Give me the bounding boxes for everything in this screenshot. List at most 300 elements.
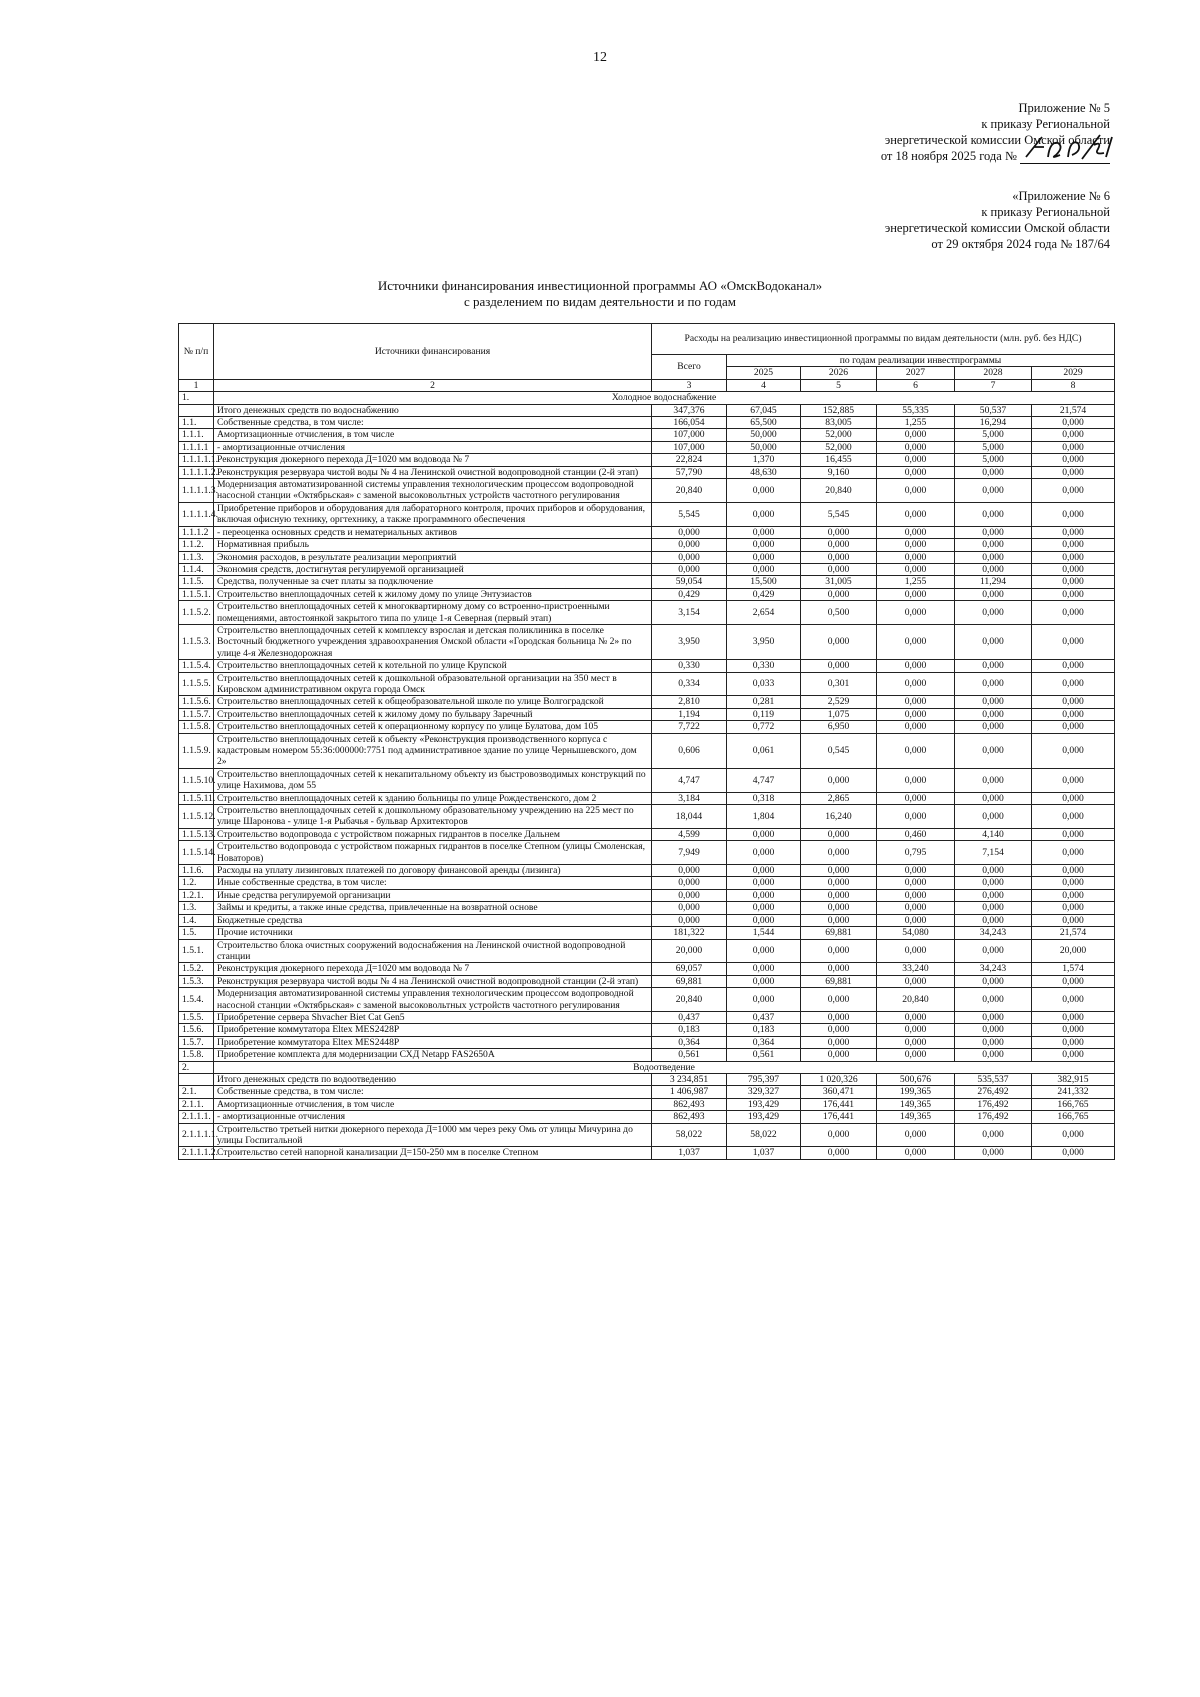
- row-total-value: 3 234,851: [652, 1073, 727, 1085]
- row-year-value: 0,000: [801, 939, 877, 963]
- table-row: [179, 939, 1115, 963]
- row-total-value: 0,364: [652, 1036, 727, 1048]
- row-year-value: 0,000: [727, 914, 801, 926]
- row-year-value: 0,000: [1032, 865, 1115, 877]
- row-year-value: 0,000: [955, 1036, 1032, 1048]
- row-total-value: 862,493: [652, 1111, 727, 1123]
- row-year-value: 0,000: [1032, 466, 1115, 478]
- row-year-value: 0,000: [877, 454, 955, 466]
- row-year-value: 0,000: [955, 1123, 1032, 1147]
- row-total-value: 0,000: [652, 526, 727, 538]
- table-row: [179, 454, 1115, 466]
- row-year-value: 0,000: [727, 988, 801, 1012]
- financing-table: [178, 323, 1115, 1160]
- row-total-value: 7,949: [652, 841, 727, 865]
- row-year-value: 0,000: [1032, 454, 1115, 466]
- row-year-value: 0,000: [1032, 1147, 1115, 1159]
- row-year-value: 20,840: [877, 988, 955, 1012]
- row-num: 1.1.5.4.: [179, 660, 214, 672]
- row-year-value: 20,000: [1032, 939, 1115, 963]
- row-num: 1.2.1.: [179, 889, 214, 901]
- row-total-value: 0,183: [652, 1024, 727, 1036]
- table-row: [179, 927, 1115, 939]
- row-source-name: Итого денежных средств по водоснабжению: [214, 404, 652, 416]
- row-year-value: 176,441: [801, 1111, 877, 1123]
- header-source: Источники финансирования: [214, 324, 652, 380]
- row-source-name: Строительство внеплощадочных сетей к жилому дому по улице Энтузиастов: [214, 588, 652, 600]
- row-source-name: Прочие источники: [214, 927, 652, 939]
- table-row: [179, 1086, 1115, 1098]
- table-row: [179, 805, 1115, 829]
- row-total-value: 181,322: [652, 927, 727, 939]
- col-number: 5: [801, 379, 877, 391]
- row-year-value: 0,437: [727, 1011, 801, 1023]
- row-total-value: 57,790: [652, 466, 727, 478]
- row-year-value: 0,000: [877, 792, 955, 804]
- row-year-value: 0,000: [727, 841, 801, 865]
- row-year-value: 0,000: [727, 539, 801, 551]
- col-number: 8: [1032, 379, 1115, 391]
- row-year-value: 149,365: [877, 1098, 955, 1110]
- row-source-name: - амортизационные отчисления: [214, 1111, 652, 1123]
- row-year-value: 0,000: [877, 563, 955, 575]
- row-year-value: 166,765: [1032, 1111, 1115, 1123]
- row-year-value: 0,000: [877, 1024, 955, 1036]
- row-year-value: 0,364: [727, 1036, 801, 1048]
- row-num: 1.1.3.: [179, 551, 214, 563]
- row-year-value: 33,240: [877, 963, 955, 975]
- row-year-value: 0,000: [877, 768, 955, 792]
- table-row: [179, 417, 1115, 429]
- row-year-value: 0,000: [877, 889, 955, 901]
- table-row: [179, 624, 1115, 659]
- row-year-value: 0,000: [727, 889, 801, 901]
- row-source-name: Приобретение сервера Shvacher Biet Cat Gen5: [214, 1011, 652, 1023]
- table-row: [179, 1049, 1115, 1061]
- row-year-value: 199,365: [877, 1086, 955, 1098]
- row-year-value: 0,000: [877, 733, 955, 768]
- row-year-value: 67,045: [727, 404, 801, 416]
- row-num: 1.1.1.: [179, 429, 214, 441]
- row-year-value: 1,544: [727, 927, 801, 939]
- row-year-value: 0,000: [1032, 624, 1115, 659]
- row-total-value: 2,810: [652, 696, 727, 708]
- row-year-value: 0,000: [955, 877, 1032, 889]
- row-year-value: 0,000: [955, 672, 1032, 696]
- row-year-value: 0,000: [801, 551, 877, 563]
- row-num: 1.1.5.2.: [179, 601, 214, 625]
- header-expenses: Расходы на реализацию инвестиционной программы по видам деятельности (млн. руб. без НДС): [652, 324, 1115, 355]
- row-year-value: 0,000: [801, 988, 877, 1012]
- row-year-value: 0,000: [877, 502, 955, 526]
- row-total-value: 0,429: [652, 588, 727, 600]
- row-source-name: Реконструкция резервуара чистой воды № 4 на Ленинской очистной водопроводной станции (2-й этап): [214, 975, 652, 987]
- row-year-value: 0,000: [1032, 1123, 1115, 1147]
- row-year-value: 0,000: [727, 828, 801, 840]
- header-year: 2026: [801, 367, 877, 379]
- table-row: [179, 404, 1115, 416]
- appendix-current-line4: от 18 ноября 2025 года №: [880, 149, 1017, 163]
- document-title-line2: с разделением по видам деятельности и по годам: [464, 294, 736, 309]
- row-year-value: 0,000: [727, 939, 801, 963]
- table-row: [179, 588, 1115, 600]
- row-year-value: 0,000: [955, 975, 1032, 987]
- row-year-value: 52,000: [801, 429, 877, 441]
- row-total-value: 0,606: [652, 733, 727, 768]
- row-num: 1.1.5.6.: [179, 696, 214, 708]
- row-source-name: Строительство блока очистных сооружений водоснабжения на Ленинской очистной водопроводной станции: [214, 939, 652, 963]
- row-year-value: 0,000: [727, 877, 801, 889]
- row-source-name: Собственные средства, в том числе:: [214, 1086, 652, 1098]
- row-year-value: 0,000: [801, 877, 877, 889]
- row-num: [179, 1073, 214, 1085]
- row-total-value: 107,000: [652, 441, 727, 453]
- row-year-value: 50,000: [727, 429, 801, 441]
- row-year-value: 0,000: [801, 526, 877, 538]
- header-year: 2028: [955, 367, 1032, 379]
- row-source-name: Приобретение коммутатора Eltex MES2428P: [214, 1024, 652, 1036]
- row-year-value: 152,885: [801, 404, 877, 416]
- row-year-value: 1,075: [801, 708, 877, 720]
- row-year-value: 0,000: [877, 466, 955, 478]
- row-year-value: 0,000: [1032, 551, 1115, 563]
- row-year-value: 0,000: [955, 721, 1032, 733]
- row-year-value: 0,000: [801, 828, 877, 840]
- row-year-value: 0,000: [877, 708, 955, 720]
- table-row: [179, 526, 1115, 538]
- row-num: 1.5.3.: [179, 975, 214, 987]
- row-total-value: 4,599: [652, 828, 727, 840]
- row-year-value: 0,000: [877, 526, 955, 538]
- section-row: [179, 1061, 1115, 1073]
- table-row: [179, 563, 1115, 575]
- row-year-value: 48,630: [727, 466, 801, 478]
- row-year-value: 0,000: [1032, 429, 1115, 441]
- row-num: 2.1.: [179, 1086, 214, 1098]
- table-row: [179, 696, 1115, 708]
- col-number: 7: [955, 379, 1032, 391]
- row-year-value: 193,429: [727, 1098, 801, 1110]
- row-total-value: 0,561: [652, 1049, 727, 1061]
- appendix-current-line2: к приказу Региональной: [981, 117, 1110, 131]
- header-year: 2025: [727, 367, 801, 379]
- row-total-value: 58,022: [652, 1123, 727, 1147]
- row-year-value: 0,460: [877, 828, 955, 840]
- row-year-value: 0,000: [877, 479, 955, 503]
- row-year-value: 0,061: [727, 733, 801, 768]
- row-year-value: 58,022: [727, 1123, 801, 1147]
- row-num: 1.3.: [179, 902, 214, 914]
- row-year-value: 0,000: [1032, 1036, 1115, 1048]
- row-total-value: 3,154: [652, 601, 727, 625]
- table-row: [179, 768, 1115, 792]
- col-number: 2: [214, 379, 652, 391]
- row-year-value: 0,000: [1032, 479, 1115, 503]
- row-year-value: 0,000: [877, 672, 955, 696]
- appendix-current: [881, 100, 1110, 164]
- row-year-value: 0,000: [801, 1011, 877, 1023]
- row-year-value: 54,080: [877, 927, 955, 939]
- row-year-value: 0,000: [877, 975, 955, 987]
- row-total-value: 20,000: [652, 939, 727, 963]
- row-num: 1.1.1.1.3.: [179, 479, 214, 503]
- row-year-value: 1,255: [877, 576, 955, 588]
- row-num: 2.1.1.1.2.: [179, 1147, 214, 1159]
- row-year-value: 0,000: [1032, 563, 1115, 575]
- row-source-name: Строительство третьей нитки дюкерного перехода Д=1000 мм через реку Омь от улицы Мичурина до улицы Госпитальной: [214, 1123, 652, 1147]
- row-year-value: 69,881: [801, 975, 877, 987]
- row-num: 1.1.1.1.2.: [179, 466, 214, 478]
- row-year-value: 0,000: [1032, 1011, 1115, 1023]
- row-year-value: 16,455: [801, 454, 877, 466]
- row-year-value: 0,000: [955, 889, 1032, 901]
- row-year-value: 1,804: [727, 805, 801, 829]
- row-year-value: 52,000: [801, 441, 877, 453]
- row-source-name: Собственные средства, в том числе:: [214, 417, 652, 429]
- row-year-value: 0,000: [1032, 805, 1115, 829]
- row-year-value: 360,471: [801, 1086, 877, 1098]
- row-total-value: 1,037: [652, 1147, 727, 1159]
- row-year-value: 5,000: [955, 441, 1032, 453]
- row-num: 1.5.: [179, 927, 214, 939]
- row-year-value: 83,005: [801, 417, 877, 429]
- row-num: 1.1.5.3.: [179, 624, 214, 659]
- row-year-value: 0,000: [877, 805, 955, 829]
- row-num: 1.5.7.: [179, 1036, 214, 1048]
- row-total-value: 0,000: [652, 563, 727, 575]
- row-source-name: Иные средства регулируемой организации: [214, 889, 652, 901]
- row-year-value: 0,000: [727, 865, 801, 877]
- row-year-value: 0,281: [727, 696, 801, 708]
- appendix-current-line1: Приложение № 5: [1018, 101, 1110, 115]
- row-num: 1.1.5.8.: [179, 721, 214, 733]
- document-title-line1: Источники финансирования инвестиционной программы АО «ОмскВодоканал»: [377, 278, 823, 293]
- row-source-name: Строительство внеплощадочных сетей к жилому дому по бульвару Заречный: [214, 708, 652, 720]
- row-year-value: 0,000: [1032, 877, 1115, 889]
- table-row: [179, 672, 1115, 696]
- table-row: [179, 865, 1115, 877]
- row-total-value: 5,545: [652, 502, 727, 526]
- row-source-name: Реконструкция резервуара чистой воды № 4 на Ленинской очистной водопроводной станции (2-й этап): [214, 466, 652, 478]
- table-row: [179, 502, 1115, 526]
- row-year-value: 5,545: [801, 502, 877, 526]
- row-year-value: 0,000: [877, 1049, 955, 1061]
- row-num: 1.5.2.: [179, 963, 214, 975]
- table-row: [179, 601, 1115, 625]
- row-source-name: Строительство водопровода с устройством пожарных гидрантов в поселке Дальнем: [214, 828, 652, 840]
- row-year-value: 6,950: [801, 721, 877, 733]
- row-total-value: 0,000: [652, 914, 727, 926]
- table-row: [179, 1147, 1115, 1159]
- row-source-name: Амортизационные отчисления, в том числе: [214, 1098, 652, 1110]
- row-source-name: Строительство внеплощадочных сетей к многоквартирному дому со встроенно-пристроенными помещениями, автостоянкой закрытого типа по улице 1-я Северная (первый этап): [214, 601, 652, 625]
- row-year-value: 0,000: [1032, 660, 1115, 672]
- row-year-value: 0,000: [877, 601, 955, 625]
- row-total-value: 0,330: [652, 660, 727, 672]
- row-source-name: Модернизация автоматизированной системы управления технологическим процессом водопроводной насосной станции «Октябрьская» с заменой высоковольтных устройств частотного регулирования: [214, 988, 652, 1012]
- row-year-value: 16,240: [801, 805, 877, 829]
- row-source-name: Строительство внеплощадочных сетей к операционному корпусу по улице Булатова, дом 105: [214, 721, 652, 733]
- row-year-value: 0,000: [801, 563, 877, 575]
- row-year-value: 0,000: [955, 1024, 1032, 1036]
- row-year-value: 241,332: [1032, 1086, 1115, 1098]
- row-year-value: 0,000: [801, 963, 877, 975]
- page-number: 12: [593, 50, 607, 65]
- row-year-value: 0,000: [877, 877, 955, 889]
- row-year-value: 0,033: [727, 672, 801, 696]
- row-num: 1.1.5.: [179, 576, 214, 588]
- row-total-value: 22,824: [652, 454, 727, 466]
- handwriting-signature-icon: [1020, 133, 1115, 163]
- row-source-name: Строительство внеплощадочных сетей к общеобразовательной школе по улице Волгоградской: [214, 696, 652, 708]
- row-year-value: 0,000: [1032, 601, 1115, 625]
- row-year-value: 0,000: [877, 1036, 955, 1048]
- row-source-name: Приобретение комплекта для модернизации СХД Netapp FAS2650A: [214, 1049, 652, 1061]
- row-num: 1.1.1.1.4.: [179, 502, 214, 526]
- row-total-value: 4,747: [652, 768, 727, 792]
- row-year-value: 149,365: [877, 1111, 955, 1123]
- table-row: [179, 441, 1115, 453]
- row-num: 2.1.1.: [179, 1098, 214, 1110]
- row-year-value: 2,654: [727, 601, 801, 625]
- row-num: 1.1.: [179, 417, 214, 429]
- header-year: 2027: [877, 367, 955, 379]
- row-year-value: 0,000: [955, 708, 1032, 720]
- row-total-value: 7,722: [652, 721, 727, 733]
- row-year-value: 276,492: [955, 1086, 1032, 1098]
- row-num: 1.2.: [179, 877, 214, 889]
- table-row: [179, 660, 1115, 672]
- section-row: [179, 392, 1115, 404]
- row-total-value: 0,334: [652, 672, 727, 696]
- row-year-value: 0,000: [1032, 539, 1115, 551]
- header-total: Всего: [652, 355, 727, 380]
- row-year-value: 0,000: [801, 1024, 877, 1036]
- row-source-name: Модернизация автоматизированной системы управления технологическим процессом водопроводной насосной станции «Октябрьская» с заменой высоковольтных устройств частотного регулирования: [214, 479, 652, 503]
- row-source-name: - амортизационные отчисления: [214, 441, 652, 453]
- table-row: [179, 479, 1115, 503]
- row-source-name: - переоценка основных средств и нематериальных активов: [214, 526, 652, 538]
- row-year-value: 0,000: [877, 696, 955, 708]
- row-source-name: Строительство внеплощадочных сетей к объекту «Реконструкция производственного корпуса с кадастровым номером 55:36:000000:7751 под административное здание по улице Чернышевского, дом 2»: [214, 733, 652, 768]
- table-row: [179, 792, 1115, 804]
- row-year-value: 0,000: [1032, 988, 1115, 1012]
- row-year-value: 329,327: [727, 1086, 801, 1098]
- table-row: [179, 1024, 1115, 1036]
- row-year-value: 0,000: [955, 1049, 1032, 1061]
- row-year-value: 0,000: [1032, 708, 1115, 720]
- row-year-value: 69,881: [801, 927, 877, 939]
- row-source-name: Нормативная прибыль: [214, 539, 652, 551]
- row-year-value: 0,000: [1032, 1049, 1115, 1061]
- row-year-value: 176,441: [801, 1098, 877, 1110]
- row-year-value: 0,000: [727, 963, 801, 975]
- row-year-value: 4,140: [955, 828, 1032, 840]
- row-year-value: 0,000: [955, 660, 1032, 672]
- table-row: [179, 1011, 1115, 1023]
- section-label: Водоотведение: [214, 1061, 1115, 1073]
- row-year-value: 0,561: [727, 1049, 801, 1061]
- row-total-value: 69,881: [652, 975, 727, 987]
- row-source-name: Амортизационные отчисления, в том числе: [214, 429, 652, 441]
- row-year-value: 0,000: [955, 1147, 1032, 1159]
- row-year-value: 0,000: [801, 1049, 877, 1061]
- row-year-value: 0,000: [801, 889, 877, 901]
- row-source-name: Бюджетные средства: [214, 914, 652, 926]
- row-year-value: 5,000: [955, 429, 1032, 441]
- table-row: [179, 975, 1115, 987]
- row-year-value: 0,000: [1032, 576, 1115, 588]
- row-year-value: 0,000: [877, 429, 955, 441]
- table-row: [179, 1111, 1115, 1123]
- row-year-value: 0,000: [727, 902, 801, 914]
- row-year-value: 0,000: [877, 865, 955, 877]
- row-year-value: 15,500: [727, 576, 801, 588]
- row-year-value: 0,119: [727, 708, 801, 720]
- document-title: [0, 278, 1200, 310]
- appendix-previous-line2: к приказу Региональной: [981, 205, 1110, 219]
- row-year-value: 0,000: [877, 441, 955, 453]
- table-row: [179, 576, 1115, 588]
- row-total-value: 3,184: [652, 792, 727, 804]
- row-source-name: Строительство внеплощадочных сетей к зданию больницы по улице Рождественского, дом 2: [214, 792, 652, 804]
- row-year-value: 0,000: [877, 914, 955, 926]
- row-source-name: Экономия расходов, в результате реализации мероприятий: [214, 551, 652, 563]
- row-year-value: 1,574: [1032, 963, 1115, 975]
- row-source-name: Строительство внеплощадочных сетей к котельной по улице Крупской: [214, 660, 652, 672]
- row-year-value: 0,000: [955, 696, 1032, 708]
- table-row: [179, 721, 1115, 733]
- row-source-name: Приобретение коммутатора Eltex MES2448P: [214, 1036, 652, 1048]
- row-year-value: 0,000: [801, 660, 877, 672]
- row-num: 1.1.5.9.: [179, 733, 214, 768]
- row-year-value: 0,000: [1032, 733, 1115, 768]
- table-row: [179, 429, 1115, 441]
- row-source-name: Расходы на уплату лизинговых платежей по договору финансовой аренды (лизинга): [214, 865, 652, 877]
- header-by-years: по годам реализации инвестпрограммы: [727, 355, 1115, 367]
- row-num: 1.5.4.: [179, 988, 214, 1012]
- row-year-value: 21,574: [1032, 927, 1115, 939]
- row-year-value: 0,000: [955, 914, 1032, 926]
- row-year-value: 0,000: [955, 624, 1032, 659]
- row-num: 1.1.5.7.: [179, 708, 214, 720]
- row-year-value: 0,000: [955, 988, 1032, 1012]
- col-number: 3: [652, 379, 727, 391]
- handwritten-order-number: [1020, 149, 1110, 164]
- row-year-value: 0,000: [955, 502, 1032, 526]
- row-year-value: 0,000: [1032, 1024, 1115, 1036]
- row-year-value: 0,000: [955, 466, 1032, 478]
- row-year-value: 0,000: [877, 660, 955, 672]
- row-total-value: 0,000: [652, 539, 727, 551]
- row-source-name: Строительство внеплощадочных сетей к некапитальному объекту из быстровозводимых конструкций по улице Нахимова, дом 55: [214, 768, 652, 792]
- row-year-value: 795,397: [727, 1073, 801, 1085]
- row-year-value: 0,000: [955, 902, 1032, 914]
- table-row: [179, 1036, 1115, 1048]
- row-year-value: 1,255: [877, 417, 955, 429]
- row-year-value: 31,005: [801, 576, 877, 588]
- row-total-value: 0,437: [652, 1011, 727, 1023]
- row-year-value: 0,000: [727, 975, 801, 987]
- row-source-name: Строительство внеплощадочных сетей к дошкольному образовательному учреждению на 225 мест по улице Шаронова - улице 1-я Рыбачья - бульвар Архитекторов: [214, 805, 652, 829]
- row-year-value: 0,000: [727, 502, 801, 526]
- row-total-value: 0,000: [652, 865, 727, 877]
- table-row: [179, 708, 1115, 720]
- row-year-value: 176,492: [955, 1098, 1032, 1110]
- row-total-value: 69,057: [652, 963, 727, 975]
- row-year-value: 0,000: [955, 551, 1032, 563]
- row-num: 1.1.5.12.: [179, 805, 214, 829]
